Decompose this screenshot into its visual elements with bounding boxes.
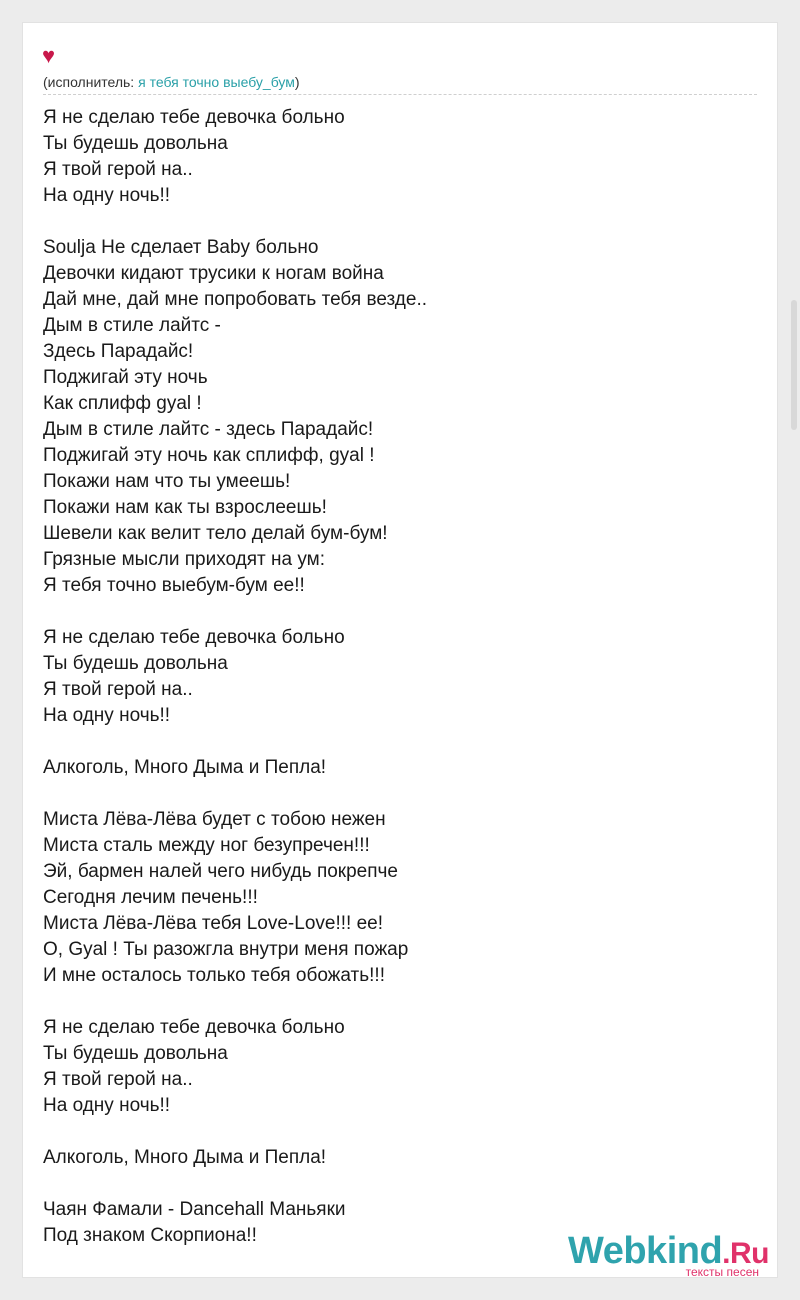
lyric-line: Дым в стиле лайтс - здесь Парадайс! [43, 419, 374, 440]
lyric-line: Поджигай эту ночь как сплифф, gyal ! [43, 445, 375, 466]
lyric-line: Я не сделаю тебе девочка больно [43, 107, 345, 128]
heart-icon[interactable]: ♥ [42, 43, 56, 68]
logo-subtitle: тексты песен [685, 1265, 759, 1279]
artist-line [43, 73, 300, 91]
lyric-line: Под знаком Скорпиона!! [43, 1225, 257, 1246]
lyric-line: На одну ночь!! [43, 185, 171, 206]
lyric-line: Здесь Парадайс! [43, 341, 194, 362]
lyric-line: Ты будешь довольна [43, 133, 228, 154]
lyric-line: Миста сталь между ног безупречен!!! [43, 835, 370, 856]
lyric-line: Алкоголь, Много Дыма и Пепла! [43, 1147, 327, 1168]
lyric-line: Я не сделаю тебе девочка больно [43, 1017, 345, 1038]
stanza-break [43, 599, 427, 625]
logo-name: Webkind [568, 1230, 723, 1272]
lyric-line: Миста Лёва-Лёва тебя Love-Love!!! ее! [43, 913, 383, 934]
lyric-line: Шевели как велит тело делай бум-бум! [43, 523, 388, 544]
lyric-line: Покажи нам как ты взрослеешь! [43, 497, 327, 518]
lyric-line: И мне осталось только тебя обожать!!! [43, 965, 385, 986]
stanza-break [43, 209, 427, 235]
artist-prefix: (исполнитель: [43, 74, 139, 90]
lyric-line: Soulja Не сделает Baby больно [43, 237, 319, 258]
lyric-line: На одну ночь!! [43, 1095, 171, 1116]
logo-tld: .Ru [722, 1237, 769, 1270]
stanza-break [43, 989, 427, 1015]
lyric-line: Грязные мысли приходят на ум: [43, 549, 325, 570]
header-divider [43, 94, 757, 95]
lyric-line: Алкоголь, Много Дыма и Пепла! [43, 757, 327, 778]
lyric-line: О, Gyal ! Ты разожгла внутри меня пожар [43, 939, 409, 960]
lyric-line: Дым в стиле лайтс - [43, 315, 221, 336]
artist-suffix: ) [294, 74, 300, 90]
lyric-line: Я твой герой на.. [43, 159, 193, 180]
stanza-break [43, 729, 427, 755]
site-logo[interactable] [568, 1229, 779, 1279]
lyrics-text [43, 105, 427, 1249]
lyric-line: На одну ночь!! [43, 705, 171, 726]
page-scrollbar[interactable] [791, 300, 797, 430]
lyric-line: Миста Лёва-Лёва будет с тобою нежен [43, 809, 386, 830]
lyric-line: Чаян Фамали - Dancehall Маньяки [43, 1199, 346, 1220]
lyrics-card [22, 22, 778, 1278]
lyric-line: Дай мне, дай мне попробовать тебя везде.. [43, 289, 427, 310]
lyric-line: Поджигай эту ночь [43, 367, 208, 388]
lyric-line: Покажи нам что ты умеешь! [43, 471, 291, 492]
stanza-break [43, 781, 427, 807]
artist-link[interactable]: я тебя точно выебу_бум [138, 74, 295, 90]
lyric-line: Я не сделаю тебе девочка больно [43, 627, 345, 648]
stanza-break [43, 1119, 427, 1145]
lyric-line: Сегодня лечим печень!!! [43, 887, 258, 908]
lyric-line: Я тебя точно выебум-бум ее!! [43, 575, 305, 596]
lyric-line: Как сплифф gyal ! [43, 393, 202, 414]
lyric-line: Я твой герой на.. [43, 679, 193, 700]
lyric-line: Я твой герой на.. [43, 1069, 193, 1090]
stanza-break [43, 1171, 427, 1197]
lyric-line: Ты будешь довольна [43, 653, 228, 674]
lyric-line: Девочки кидают трусики к ногам война [43, 263, 384, 284]
lyric-line: Эй, бармен налей чего нибудь покрепче [43, 861, 398, 882]
lyric-line: Ты будешь довольна [43, 1043, 228, 1064]
